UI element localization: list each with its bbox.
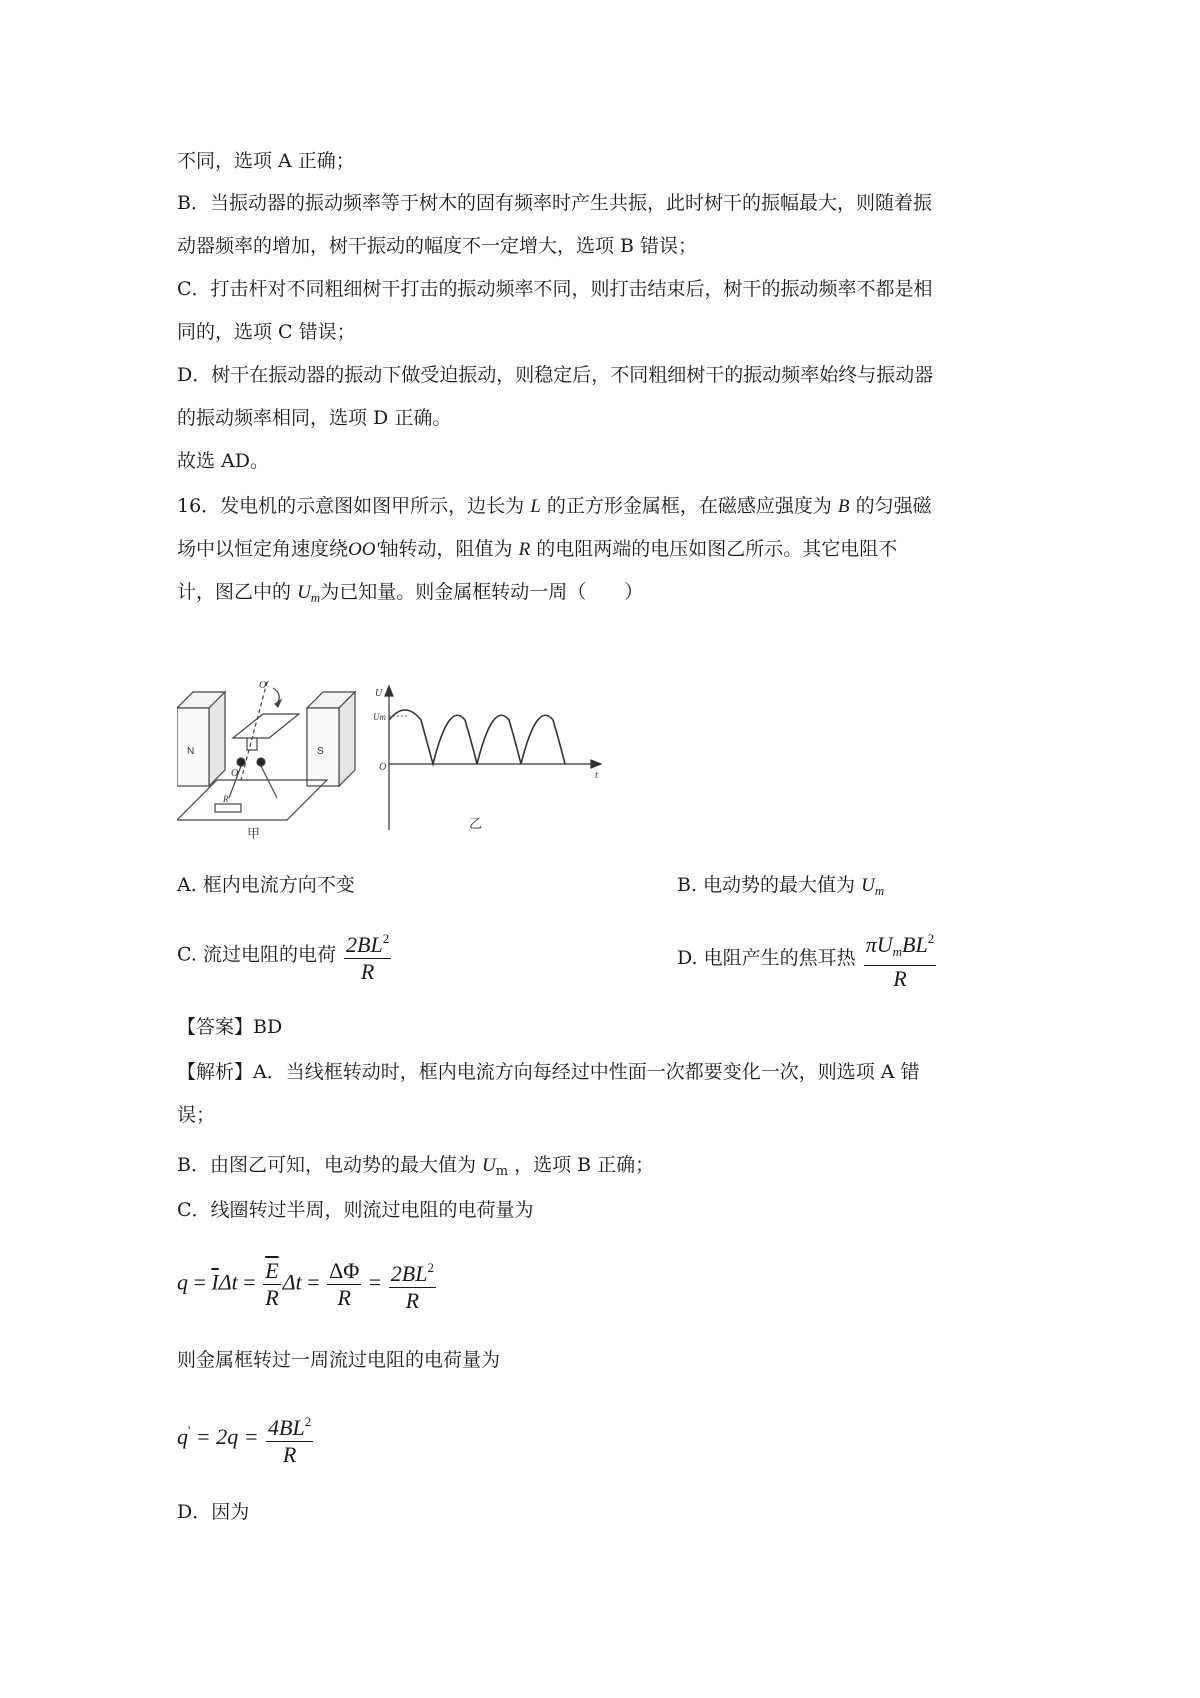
voltage-graph <box>385 686 601 830</box>
question-line-1: 16．发电机的示意图如图甲所示，边长为 L 的正方形金属框，在磁感应强度为 B 的匀强磁 <box>177 495 932 517</box>
analysis-line: B．由图乙可知，电动势的最大值为 $U_m$ ，选项 B 正确； <box>177 1154 655 1179</box>
text-line: 故选 AD。 <box>177 450 269 472</box>
question-line-2: 场中以恒定角速度绕OO'轴转动，阻值为 R 的电阻两端的电压如图乙所示。其它电阻不 <box>177 538 898 560</box>
text-line: 动器频率的增加，树干振动的幅度不一定增大，选项 B 错误； <box>177 235 698 257</box>
option-a: A. 框内电流方向不变 <box>177 874 355 896</box>
equation-charge-half: $q = \overline{I}\Delta t$ = $\frac{\overline{E}}{R}$ Δt = $\frac{\Delta\Phi}{R}$ = $\frac{2BL^2}{R}$ <box>177 1255 438 1314</box>
generator-diagram <box>177 682 355 820</box>
label-S: S <box>317 746 324 757</box>
axis-label-O: O <box>379 762 387 773</box>
text-line: 的振动频率相同，选项 D 正确。 <box>177 407 452 429</box>
text-line: C．打击杆对不同粗细树干打击的振动频率不同，则打击结束后，树干的振动频率不都是相 <box>177 278 933 300</box>
label-jia: 甲 <box>247 827 261 840</box>
label-O: O <box>231 768 239 779</box>
label-N: N <box>187 746 195 757</box>
analysis-line: 误； <box>177 1104 216 1126</box>
option-d: D. 电阻产生的焦耳热 $\frac{\pi U_mBL^2}{R}$ <box>677 926 938 992</box>
axis-label-t: t <box>595 770 598 781</box>
analysis-line: 【解析】A．当线框转动时，框内电流方向每经过中性面一次都要变化一次，则选项 A 错 <box>177 1061 920 1083</box>
generator-figures <box>177 680 657 840</box>
answer-line: 【答案】BD <box>177 1016 283 1038</box>
analysis-line: C．线圈转过半周，则流过电阻的电荷量为 <box>177 1199 534 1221</box>
label-yi: 乙 <box>469 817 483 832</box>
equation-charge-full: q' = 2q = $\frac{4BL^2}{R}$ <box>177 1405 315 1468</box>
fraction: $\frac{\pi U_mBL^2}{R}$ <box>864 926 937 992</box>
text-line: B．当振动器的振动频率等于树木的固有频率时产生共振，此时树干的振幅最大，则随着振 <box>177 192 932 214</box>
fraction: $\frac{\overline{E}}{R}$ <box>265 1258 279 1310</box>
question-line-3: 计，图乙中的 $U_m$为已知量。则金属框转动一周（ ） <box>177 581 644 605</box>
axis-label-Um: Um <box>373 712 386 722</box>
fraction: $\frac{2BL^2}{R}$ <box>344 926 391 985</box>
text-line: 不同，选项 A 正确； <box>177 150 355 172</box>
analysis-line: 则金属框转过一周流过电阻的电荷量为 <box>177 1349 501 1371</box>
fraction: $\frac{\Delta\Phi}{R}$ <box>329 1258 360 1310</box>
analysis-line: D．因为 <box>177 1501 250 1523</box>
option-b: B. 电动势的最大值为 $U_m$ <box>677 874 885 898</box>
option-c: C. 流过电阻的电荷 $\frac{2BL^2}{R}$ <box>177 926 393 985</box>
label-O-prime: O' <box>259 680 269 691</box>
text-line: D．树干在振动器的振动下做受迫振动，则稳定后，不同粗细树干的振动频率始终与振动器 <box>177 364 934 386</box>
fraction: $\frac{2BL^2}{R}$ <box>389 1255 436 1314</box>
label-R: R <box>223 794 229 804</box>
text-line: 同的，选项 C 错误； <box>177 321 356 343</box>
fraction: $\frac{4BL^2}{R}$ <box>266 1409 313 1468</box>
axis-label-U: U <box>375 688 383 699</box>
